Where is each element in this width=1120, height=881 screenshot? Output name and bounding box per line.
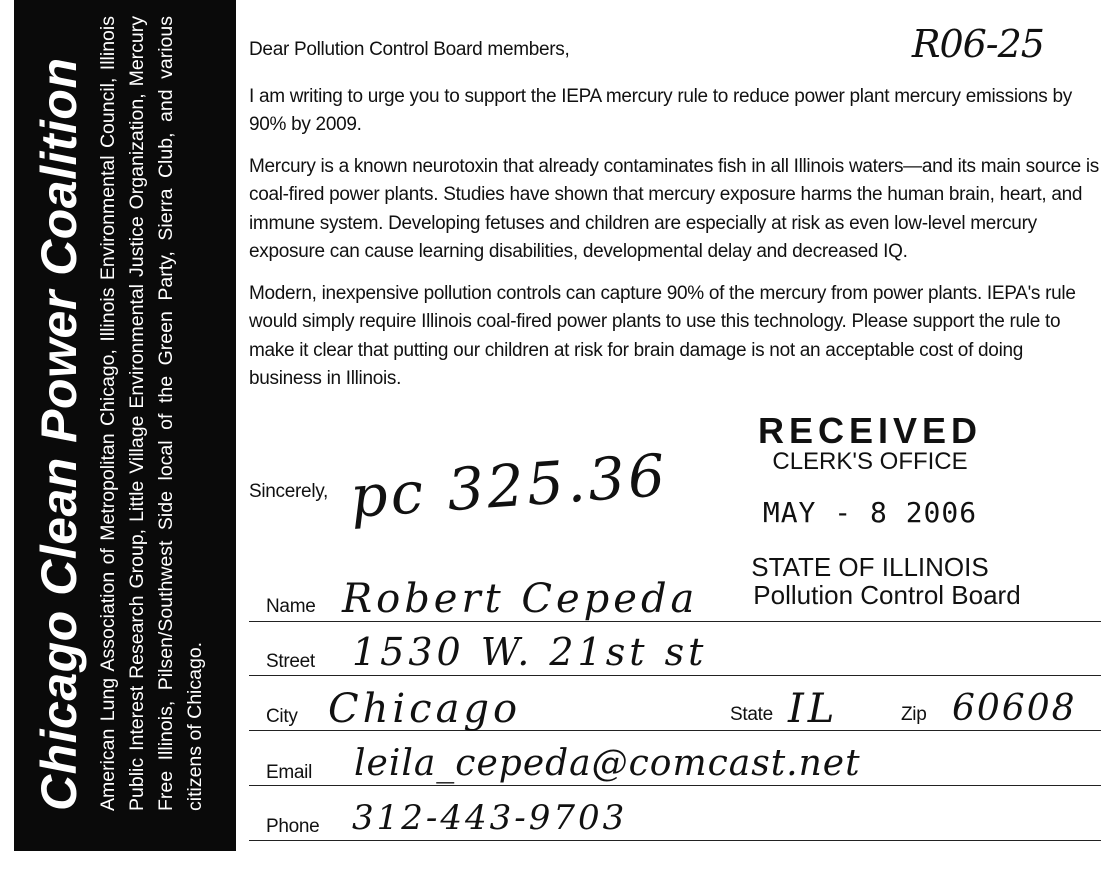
name-label: Name bbox=[266, 596, 316, 617]
name-value: Robert Cepeda bbox=[342, 576, 699, 622]
org-members: American Lung Association of Metropolitan Chicago, Illinois Environmental Council, Illinois Public Interest Research Group, Little Village Environmental Justice Organization, Mercury Free Illinois, Pilsen/Southwest Side local of the Green Party, Sierra Club, and various citizens of Chicago. bbox=[97, 16, 206, 811]
sidebar-rotated-content bbox=[14, 0, 236, 851]
stamp-date: MAY - 8 2006 bbox=[762, 496, 978, 529]
city-value: Chicago bbox=[328, 686, 522, 732]
letter-paragraph: I am writing to urge you to support the IEPA mercury rule to reduce power plant mercury emissions by 90% by 2009. bbox=[249, 85, 1072, 135]
phone-label: Phone bbox=[266, 816, 320, 837]
received-stamp bbox=[700, 412, 1040, 609]
city-label: City bbox=[266, 706, 298, 727]
org-title: Chicago Clean Power Coalition bbox=[31, 57, 87, 811]
stamp-office: CLERK'S OFFICE bbox=[772, 448, 968, 475]
closing: Sincerely, bbox=[249, 481, 329, 502]
stamp-board: Pollution Control Board bbox=[753, 580, 1021, 610]
letter-paragraph: Mercury is a known neurotoxin that already contaminates fish in all Illinois waters—and its main source is coal-fired power plants. Studies have shown that mercury exposure harms the human brain, heart, and immune system. Developing fetuses and children are especially at risk as even low-level mercury exposure can cause learning disabilities, developmental delay and decreased IQ. bbox=[249, 155, 1099, 262]
zip-value: 60608 bbox=[952, 688, 1077, 729]
letter-body bbox=[249, 36, 1099, 407]
state-value: IL bbox=[788, 686, 839, 732]
email-label: Email bbox=[266, 762, 313, 783]
phone-value: 312-443-9703 bbox=[352, 798, 628, 838]
street-line bbox=[249, 675, 1101, 676]
state-label: State bbox=[730, 704, 773, 725]
letter-paragraph: Modern, inexpensive pollution controls can capture 90% of the mercury from power plants. IEPA's rule would simply require Illinois coal-fired power plants to use this technology. Please support the rule to make it clear that putting our children at risk for brain damage is not an acceptable cost of doing business in Illinois. bbox=[249, 282, 1076, 389]
coalition-sidebar bbox=[14, 0, 236, 851]
street-value: 1530 W. 21st st bbox=[352, 630, 708, 674]
docket-number: R06-25 bbox=[911, 22, 1044, 66]
handwritten-code: pc 325.36 bbox=[348, 440, 670, 532]
zip-label: Zip bbox=[901, 704, 927, 725]
street-label: Street bbox=[266, 651, 315, 672]
phone-line bbox=[249, 840, 1101, 841]
salutation: Dear Pollution Control Board members, bbox=[249, 39, 570, 60]
stamp-state: STATE OF ILLINOIS bbox=[751, 552, 989, 582]
email-value: leila_cepeda@comcast.net bbox=[354, 743, 861, 784]
email-line bbox=[249, 785, 1101, 786]
stamp-received: RECEIVED bbox=[757, 410, 983, 451]
